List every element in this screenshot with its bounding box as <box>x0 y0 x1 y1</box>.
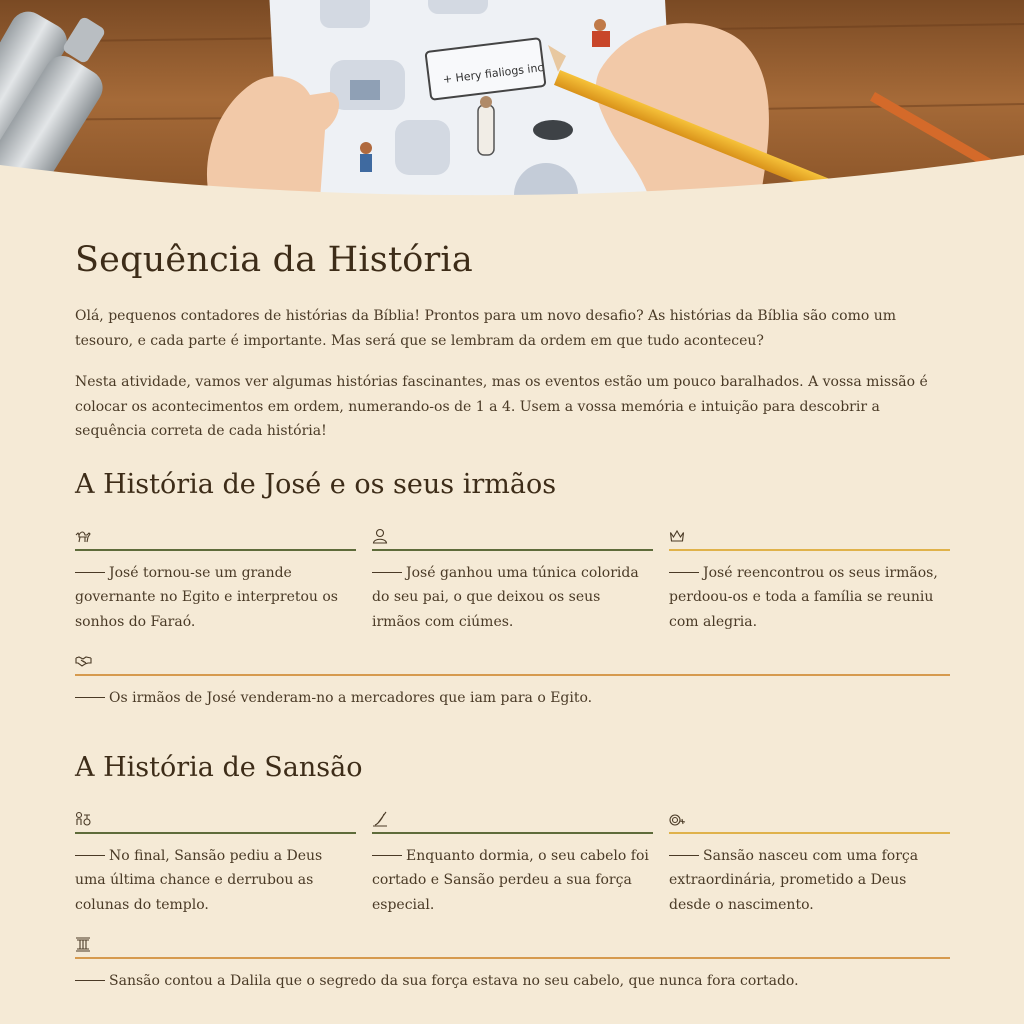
lion-icon <box>669 811 686 827</box>
story-heading-jose: A História de José e os seus irmãos <box>75 468 557 500</box>
event-text: José tornou-se um grande governante no Egito e interpretou os sonhos do Faraó. <box>75 564 338 630</box>
event-card <box>75 811 356 918</box>
order-blank[interactable] <box>372 572 402 573</box>
event-text: José reencontrou os seus irmãos, perdoou-os e toda a família se reuniu com alegria. <box>669 564 938 630</box>
hero-photo <box>0 0 1024 200</box>
worksheet-content <box>75 232 950 994</box>
order-blank[interactable] <box>75 980 105 981</box>
event-card <box>75 936 950 994</box>
strength-icon <box>75 811 92 827</box>
order-blank[interactable] <box>75 697 105 698</box>
intro-paragraph: Olá, pequenos contadores de histórias da Bíblia! Prontos para um novo desafio? As histórias da Bíblia são como um tesouro, e cada parte é importante. Mas será que se lembram da ordem em que tudo aconteceu? <box>75 308 897 349</box>
pillar-icon <box>75 936 91 952</box>
order-blank[interactable] <box>669 855 699 856</box>
order-blank[interactable] <box>75 572 105 573</box>
event-text: José ganhou uma túnica colorida do seu pai, o que deixou os seus irmãos com ciúmes. <box>372 564 639 630</box>
story-events-sansao <box>75 811 950 918</box>
event-card <box>669 811 950 918</box>
event-text: Sansão contou a Dalila que o segredo da sua força estava no seu cabelo, que nunca fora cortado. <box>109 973 799 989</box>
handshake-icon <box>75 653 92 669</box>
camel-icon <box>75 528 91 544</box>
worksheet-label: + Hery fialiogs inc <box>442 60 545 87</box>
story-heading-sansao: A História de Sansão <box>75 751 363 783</box>
scissors-icon <box>372 811 388 827</box>
event-card <box>372 528 653 635</box>
event-card <box>75 528 356 635</box>
event-card <box>372 811 653 918</box>
event-text: Os irmãos de José venderam-no a mercadores que iam para o Egito. <box>109 690 593 706</box>
event-text: Sansão nasceu com uma força extraordinária, prometido a Deus desde o nascimento. <box>669 847 919 913</box>
order-blank[interactable] <box>372 855 402 856</box>
crown-icon <box>669 528 685 544</box>
order-blank[interactable] <box>75 855 105 856</box>
hero-illustration <box>0 0 1024 200</box>
event-text: Enquanto dormia, o seu cabelo foi cortado e Sansão perdeu a sua força especial. <box>372 847 649 913</box>
page-title: Sequência da História <box>75 240 473 280</box>
order-blank[interactable] <box>669 572 699 573</box>
story-events-jose <box>75 528 950 635</box>
instructions-paragraph: Nesta atividade, vamos ver algumas histórias fascinantes, mas os eventos estão um pouco baralhados. A vossa missão é colocar os acontecimentos em ordem, numerando-os de 1 a 4. Usem a vossa memória e intuição para descobrir a sequência correta de cada história! <box>75 374 928 439</box>
person-icon <box>372 528 388 544</box>
event-text: No final, Sansão pediu a Deus uma última chance e derrubou as colunas do templo. <box>75 847 323 913</box>
event-card <box>75 653 950 711</box>
event-card <box>669 528 950 635</box>
